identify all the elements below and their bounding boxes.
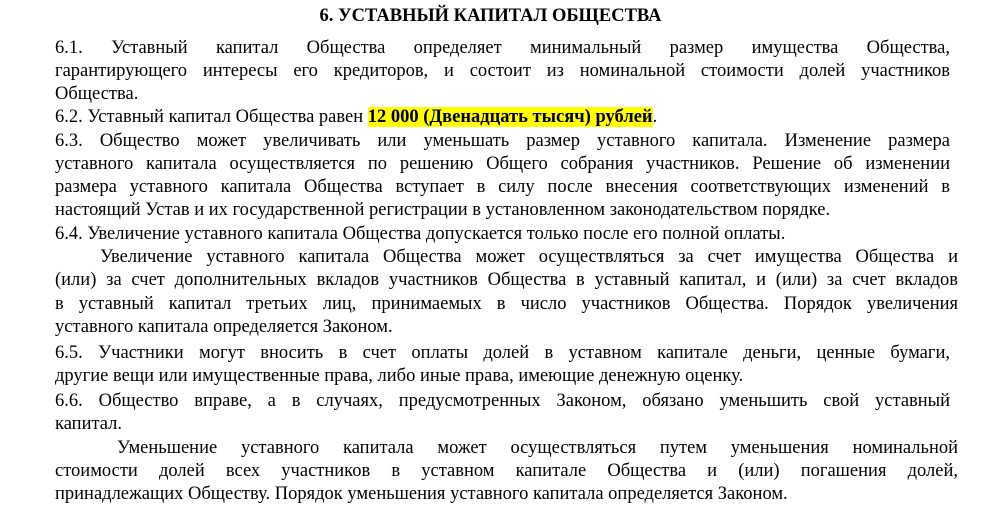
clause-6-4-line-5: уставного капитала определяется Законом. [55,317,393,337]
clause-6-6-line-5: принадлежащих Обществу. Порядок уменьшения уставного капитала определяется Законом. [55,484,788,504]
clause-6-1-line-1: 6.1. Уставный капитал Общества определяет минимальный размер имущества Общества, [55,38,950,58]
capital-amount-highlight: 12 000 (Двенадцать тысяч) рублей [367,107,653,127]
clause-6-4-line-1: 6.4. Увеличение уставного капитала Общества допускается только после его полной оплаты. [55,224,786,244]
clause-6-3-line-2: уставного капитала осуществляется по решению Общего собрания участников. Решение об изменении [55,154,950,174]
clause-6-6-line-1: 6.6. Общество вправе, а в случаях, предусмотренных Законом, обязано уменьшить свой уставный [55,391,950,411]
clause-6-6-line-3: Уменьшение уставного капитала может осуществляться путем уменьшения номинальной [117,438,958,458]
clause-6-5-line-2: другие вещи или имущественные права, либо иные права, имеющие денежную оценку. [55,366,744,386]
section-title: 6. УСТАВНЫЙ КАПИТАЛ ОБЩЕСТВА [319,6,662,26]
clause-6-3-line-3: размера уставного капитала Общества вступает в силу после внесения соответствующих изменений в [55,177,950,197]
clause-6-4-line-4: в уставный капитал третьих лиц, принимаемых в число участников Общества. Порядок увеличения [55,294,958,314]
clause-6-1-line-3: Общества. [55,84,139,104]
clause-6-2-suffix: . [652,107,658,127]
clause-6-6-line-4: стоимости долей всех участников в уставном капитале Общества и (или) погашения долей, [55,461,958,481]
clause-6-2 [55,106,950,129]
clause-6-2-prefix: 6.2. Уставный капитал Общества равен [55,107,368,127]
clause-6-3-line-1: 6.3. Общество может увеличивать или уменьшать размер уставного капитала. Изменение размера [55,131,950,151]
clause-6-4-line-3: (или) за счет дополнительных вкладов участников Общества в уставный капитал, и (или) за счет вкладов [55,270,958,290]
clause-6-4-line-2: Увеличение уставного капитала Общества может осуществляться за счет имущества Общества и [100,247,958,267]
clause-6-6-line-2: капитал. [55,414,123,434]
clause-6-3-line-4: настоящий Устав и их государственной регистрации в установленном законодательством порядке. [55,200,831,220]
clause-6-1-line-2: гарантирующего интересы его кредиторов, и состоит из номинальной стоимости долей участников [55,61,950,81]
clause-6-5-line-1: 6.5. Участники могут вносить в счет оплаты долей в уставном капитале деньги, ценные бумаги, [55,343,950,363]
